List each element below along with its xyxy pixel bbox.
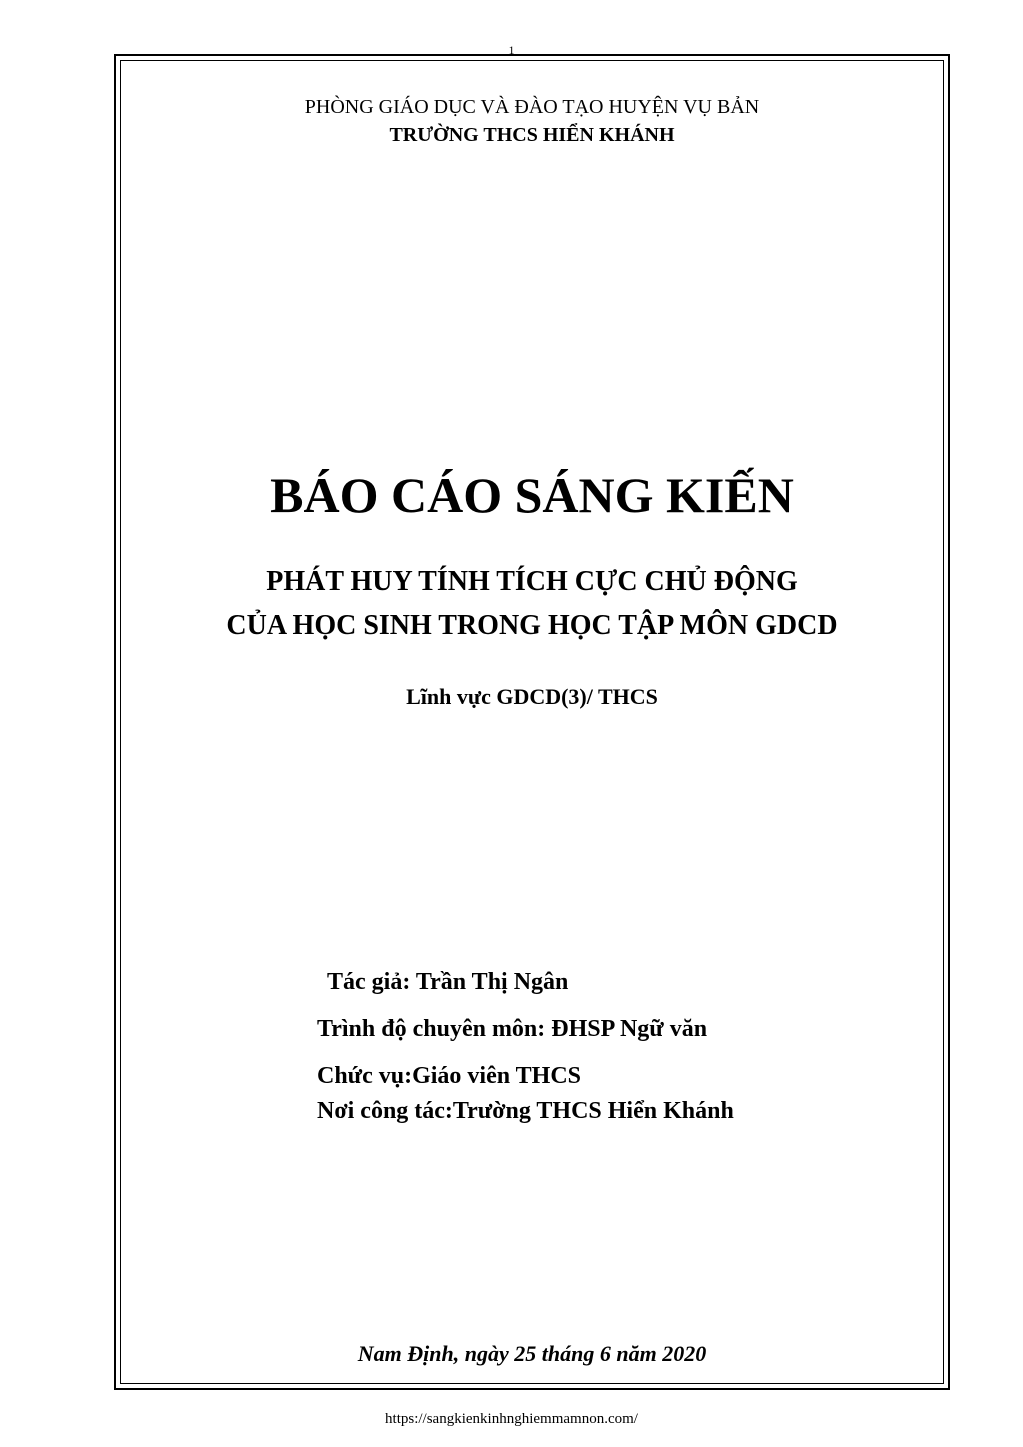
subtitle-line-2: CỦA HỌC SINH TRONG HỌC TẬP MÔN GDCD [226, 610, 838, 641]
position-line: Chức vụ:Giáo viên THCS [317, 1063, 581, 1089]
school-name: TRƯỜNG THCS HIỂN KHÁNH [389, 124, 675, 146]
document-title: BÁO CÁO SÁNG KIẾN [270, 467, 794, 523]
page-number: 1 [508, 43, 515, 57]
page-border-inner [120, 60, 944, 1384]
place-date-line: Nam Định, ngày 25 tháng 6 năm 2020 [357, 1341, 707, 1366]
author-line: Tác giả: Trần Thị Ngân [327, 969, 569, 995]
workplace-line: Nơi công tác:Trường THCS Hiển Khánh [317, 1098, 734, 1124]
department-name: PHÒNG GIÁO DỤC VÀ ĐÀO TẠO HUYỆN VỤ BẢN [304, 96, 760, 118]
subtitle-line-1: PHÁT HUY TÍNH TÍCH CỰC CHỦ ĐỘNG [266, 566, 798, 597]
qualification-line: Trình độ chuyên môn: ĐHSP Ngữ văn [317, 1016, 708, 1042]
footer-url[interactable]: https://sangkienkinhnghiemmamnon.com/ [385, 1411, 638, 1427]
field-of-study: Lĩnh vực GDCD(3)/ THCS [406, 684, 658, 709]
